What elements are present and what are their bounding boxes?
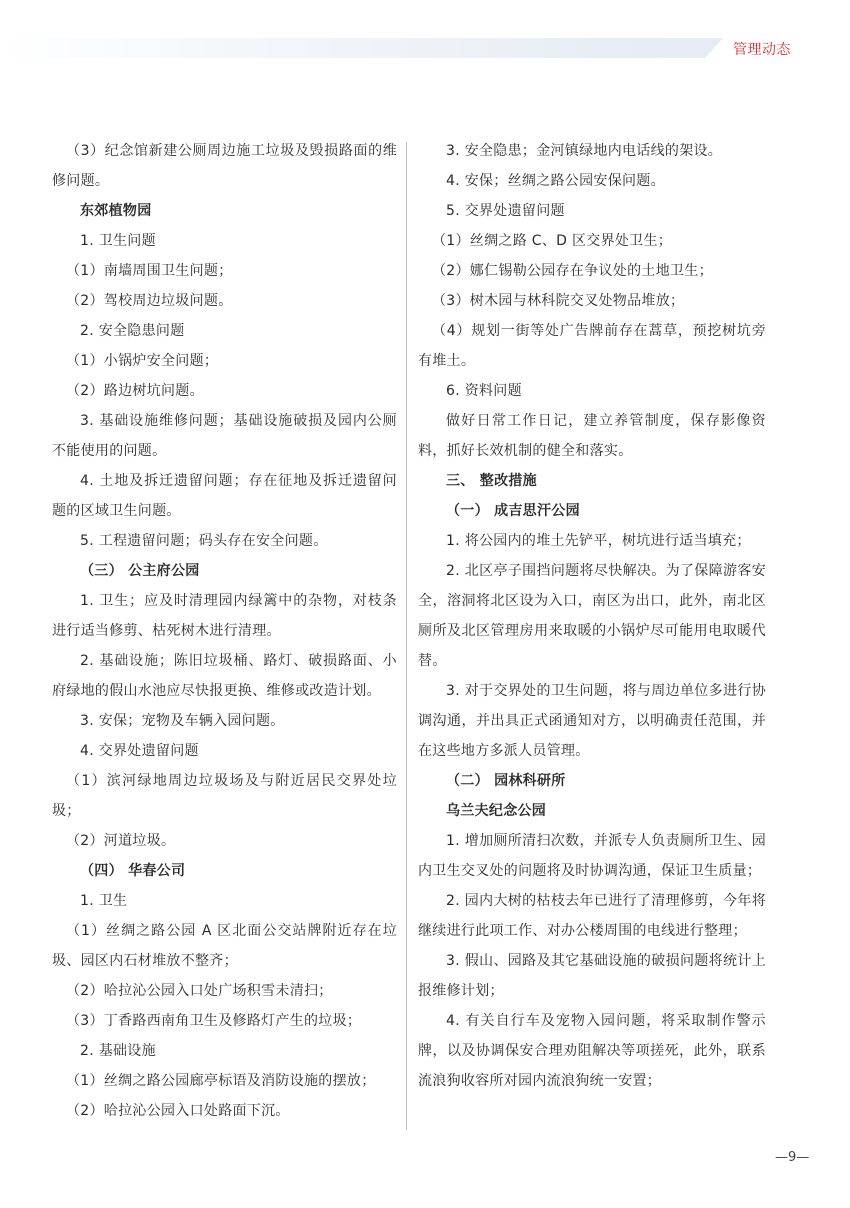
left-paragraph: 1. 卫生 [80, 893, 128, 909]
left-paragraph: （2）哈拉沁公园入口处路面下沉。 [66, 1103, 290, 1119]
column-divider [406, 142, 407, 1130]
left-paragraph: （2）河道垃圾。 [66, 833, 176, 849]
left-paragraph: 2. 基础设施；陈旧垃圾桶、路灯、破损路面、小府绿地的假山水池应尽快报更换、维修或改造计划。 [52, 653, 397, 699]
left-paragraph: （1）丝绸之路公园 A 区北面公交站牌附近存在垃圾、园区内石材堆放不整齐； [52, 923, 397, 969]
right-paragraph: 2. 北区亭子围挡问题将尽快解决。为了保障游客安全，溶洞将北区设为入口，南区为出口，此外，南北区厕所及北区管理房用来取暖的小锅炉尽可能用电取暖代替。 [418, 563, 766, 669]
left-paragraph: 2. 安全隐患问题 [80, 323, 185, 339]
left-heading: （四） 华春公司 [80, 863, 186, 879]
left-heading: 东郊植物园 [80, 203, 152, 219]
right-paragraph: 4. 安保；丝绸之路公园安保问题。 [446, 173, 665, 189]
right-paragraph: 3. 对于交界处的卫生问题，将与周边单位多进行协调沟通，并出具正式函通知对方，以明确责任范围，并在这些地方多派人员管理。 [418, 683, 766, 759]
right-paragraph: 3. 假山、园路及其它基础设施的破损问题将统计上报维修计划； [418, 953, 766, 999]
left-paragraph: （3）丁香路西南角卫生及修路灯产生的垃圾； [66, 1013, 362, 1029]
left-paragraph: （2）驾校周边垃圾问题。 [66, 293, 233, 309]
left-paragraph: （3）纪念馆新建公厕周边施工垃圾及毁损路面的维修问题。 [52, 143, 397, 189]
left-paragraph: （1）滨河绿地周边垃圾场及与附近居民交界处垃圾； [52, 773, 397, 819]
right-heading: 三、 整改措施 [446, 473, 537, 489]
header-band [0, 38, 850, 58]
left-paragraph: 3. 安保；宠物及车辆入园问题。 [80, 713, 285, 729]
right-paragraph: （1）丝绸之路 C、D 区交界处卫生； [432, 233, 673, 249]
left-paragraph: 5. 工程遗留问题；码头存在安全问题。 [80, 533, 328, 549]
right-paragraph: （2）娜仁锡勒公园存在争议处的土地卫生； [432, 263, 713, 279]
right-paragraph: 做好日常工作日记，建立养管制度，保存影像资料，抓好长效机制的健全和落实。 [418, 413, 766, 459]
right-text-column [418, 136, 766, 1096]
right-paragraph: （3）树木园与林科院交叉处物品堆放； [432, 293, 685, 309]
left-paragraph: 1. 卫生；应及时清理园内绿篱中的杂物，对枝条进行适当修剪、枯死树木进行清理。 [52, 593, 397, 639]
right-paragraph: 1. 将公园内的堆土先铲平，树坑进行适当填充； [446, 533, 751, 549]
section-title: 管理动态 [733, 42, 791, 58]
header-gradient [0, 38, 735, 58]
right-paragraph: 5. 交界处遗留问题 [446, 203, 565, 219]
right-paragraph: 3. 安全隐患；金河镇绿地内电话线的架设。 [446, 143, 723, 159]
right-heading: （一） 成吉思汗公园 [446, 503, 580, 519]
left-paragraph: （2）哈拉沁公园入口处广场积雪未清扫； [66, 983, 333, 999]
left-paragraph: 3. 基础设施维修问题；基础设施破损及园内公厕不能使用的问题。 [52, 413, 397, 459]
left-paragraph: 4. 交界处遗留问题 [80, 743, 199, 759]
page-number: —9— [775, 1150, 810, 1165]
left-paragraph: （1）小锅炉安全问题； [66, 353, 219, 369]
right-paragraph: （4）规划一街等处广告牌前存在蒿草，预挖树坑旁有堆土。 [418, 323, 766, 369]
right-heading: （二） 园林科研所 [446, 773, 566, 789]
left-text-column [52, 136, 397, 1126]
left-paragraph: 2. 基础设施 [80, 1043, 156, 1059]
left-paragraph: 4. 土地及拆迁遗留问题；存在征地及拆迁遗留问题的区域卫生问题。 [52, 473, 397, 519]
left-paragraph: （2）路边树坑问题。 [66, 383, 204, 399]
right-paragraph: 4. 有关自行车及宠物入园问题，将采取制作警示牌，以及协调保安合理劝阻解决等项搓死，此外，联系流浪狗收容所对园内流浪狗统一安置； [418, 1013, 766, 1089]
right-heading: 乌兰夫纪念公园 [446, 803, 547, 819]
left-paragraph: （1）南墙周围卫生问题； [66, 263, 233, 279]
left-heading: （三） 公主府公园 [80, 563, 200, 579]
left-paragraph: 1. 卫生问题 [80, 233, 156, 249]
right-paragraph: 1. 增加厕所清扫次数，并派专人负责厕所卫生、园内卫生交叉处的问题将及时协调沟通，保证卫生质量； [418, 833, 766, 879]
right-paragraph: 6. 资料问题 [446, 383, 522, 399]
right-paragraph: 2. 园内大树的枯枝去年已进行了清理修剪，今年将继续进行此项工作、对办公楼周围的电线进行整理； [418, 893, 766, 939]
left-paragraph: （1）丝绸之路公园廊亭标语及消防设施的摆放； [66, 1073, 376, 1089]
